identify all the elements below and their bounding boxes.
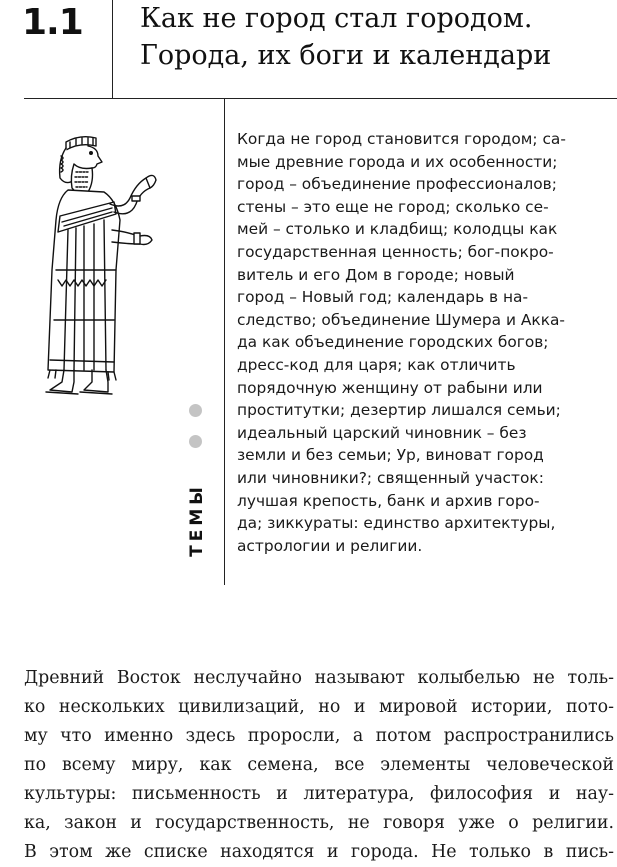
title-divider [112,0,113,98]
topics-line: или чиновники?; священный участок: [237,468,544,487]
topics-line: следство; объединение Шумера и Акка- [237,310,565,329]
topics-line: город – Новый год; календарь в на- [237,288,529,307]
chapter-title-line: Как не город стал городом. [140,3,533,34]
topics-line: порядочную женщину от рабыни или [237,378,543,397]
topics-line: астрологии и религии. [237,536,423,555]
topics-line: государственная ценность; бог-покро- [237,242,554,261]
chapter-title [140,0,610,74]
topics-divider [224,99,225,585]
body-line: культуры: письменность и литература, философия и нау- [24,784,614,804]
chapter-number: 1.1 [22,2,83,43]
topics-line: витель и его Дом в городе; новый [237,265,515,284]
body-line: му что именно здесь проросли, а потом распространились [24,726,614,746]
topics-line: лучшая крепость, банк и архив горо- [237,491,540,510]
topics-list [237,128,609,557]
topics-line: да; зиккураты: единство архитектуры, [237,514,556,533]
header-rule [24,98,617,99]
topics-label: ТЕМЫ [187,483,207,557]
topics-line: идеальный царский чиновник – без [237,423,527,442]
topic-dot [189,404,202,417]
topics-line: проститутки; дезертир лишался семьи; [237,401,561,420]
assyrian-figure-icon [28,120,158,405]
topics-line: да как объединение городских богов; [237,333,549,352]
body-line: В этом же списке находятся и города. Не только в пись- [24,842,614,862]
topics-line: мые древние города и их особенности; [237,152,558,171]
topics-line: город – объединение профессионалов; [237,175,557,194]
topics-line: земли и без семьи; Ур, виноват город [237,446,544,465]
body-paragraph [24,664,614,867]
body-line: ко нескольких цивилизаций, но и мировой истории, пото- [24,697,614,717]
topics-line: дресс-код для царя; как отличить [237,355,516,374]
body-line: ка, закон и государственность, не говоря уже о религии. [24,813,614,833]
topics-line: Когда не город становится городом; са- [237,130,566,148]
chapter-title-line: Города, их боги и календари [140,40,552,71]
topics-line: мей – столько и кладбищ; колодцы как [237,220,558,239]
body-line: по всему миру, как семена, все элементы человеческой [24,755,614,775]
body-line: Древний Восток неслучайно называют колыбелью не толь- [24,668,614,688]
topic-dot [189,435,202,448]
topics-line: стены – это еще не город; сколько се- [237,197,549,216]
